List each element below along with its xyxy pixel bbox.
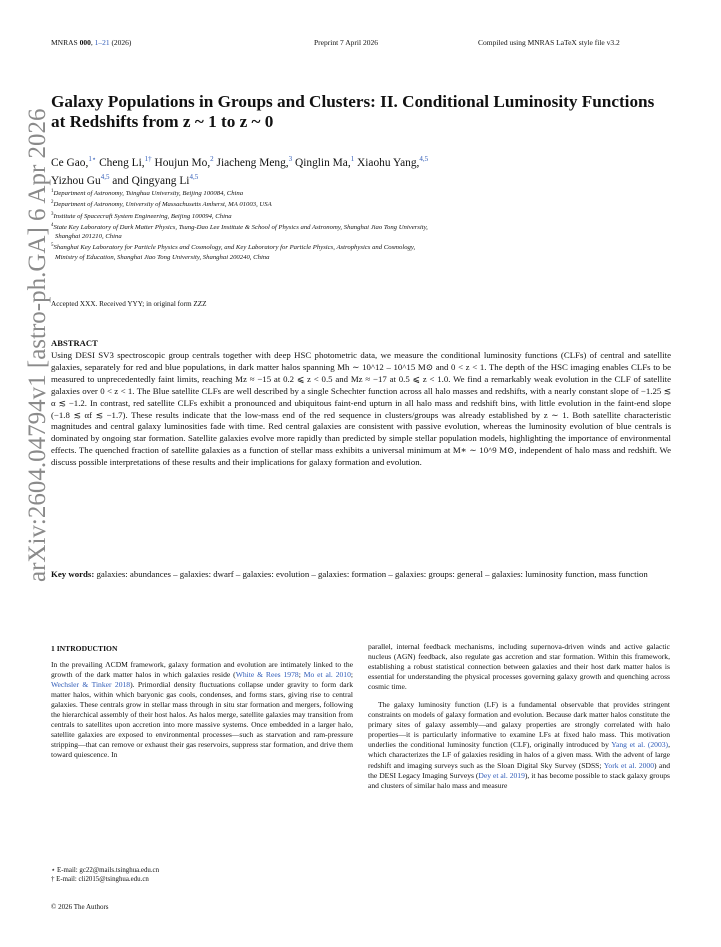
author: Xiaohu Yang, [354, 156, 420, 169]
affiliation: $^5$Shanghai Key Laboratory for Particle Physics and Cosmology, and Key Laboratory for Particle Physics, Astrophysics and Cosmology, [51, 243, 416, 252]
affiliation: Shanghai 201210, China [55, 233, 122, 241]
running-header-right: Compiled using MNRAS LaTeX style file v3.2 [478, 38, 620, 47]
running-header-center: Preprint 7 April 2026 [314, 38, 378, 47]
author: Houjun Mo, [151, 156, 211, 169]
author-affil-link[interactable]: 4,5 [189, 172, 199, 181]
author-affil-link[interactable]: 1† [144, 155, 152, 163]
abstract-text: Using DESI SV3 spectroscopic group centrals together with deep HSC photometric data, we measure the conditional luminosity functions (CLFs) of central and satellite galaxies, separately for red and blue populations, in dark matter halos spanning Mh ∼ 10^12 – 10^15 M⊙ and 0 < z < 1. The depth of the HSC imaging enables CLFs to be measured to unprecedentedly faint limits, reaching Mz ≈ −15 at 0.2 ⩽ z < 0.5 and Mz ≈ −17 at 0.5 ⩽ z < 1.0. We find a remarkably weak evolution in the CLF of satellite galaxies over 0 < z < 1. The Blue satellite CLFs are well described by a single Schechter function across all halo masses and redshifts, with a nearly constant slope of −1.25 ≲ α ≲ −1.2. In contrast, red satellite CLFs exhibit a pronounced and ubiquitous faint-end upturn in all halo mass and redshift bins, with little evolution in the faint-end slope (−1.8 ≲ αf ≲ −1.7). These results indicate that the low-mass end of the red sequence in clusters/groups was already established by z ∼ 1. Both satellite characteristic magnitudes and central galaxy luminosities fade with time. Red central galaxies are consistent with passive evolution, whereas the luminosity evolution of blue centrals is dominated by ongoing star formation. Satellite galaxies evolve more rapidly than predicted by simple stellar population models, highlighting the importance of environmental effects. The quenched fraction of satellite galaxies as a function of stellar mass exhibits a universal minimum at M∗ ∼ 10^9 M⊙, independent of halo mass and redshift. We discuss possible interpretations of these results and their implications for galaxy formation and evolution. [51, 350, 671, 468]
page-range-link[interactable]: 1–21 [94, 38, 110, 47]
author: Yizhou Gu [51, 174, 101, 187]
author-affil-link[interactable]: 2 [210, 155, 214, 163]
author-affil-link[interactable]: 1 [350, 155, 355, 163]
copyright: © 2026 The Authors [51, 903, 109, 911]
citation-link[interactable]: Yang et al. (2003) [611, 740, 669, 750]
section-heading: 1 INTRODUCTION [51, 644, 118, 653]
citation-link[interactable]: York et al. 2000 [603, 760, 655, 770]
affiliation: $^4$State Key Laboratory of Dark Matter Physics, Tsung-Dao Lee Institute & School of Physics and Astronomy, Shanghai Jiao Tong University, [51, 222, 428, 232]
affiliation: $^3$Institute of Spacecraft System Engineering, Beijing 100094, China [51, 211, 232, 220]
author-affil-link[interactable]: 4,5 [419, 155, 429, 163]
affiliation: $^1$Department of Astronomy, Tsinghua University, Beijing 100084, China [51, 189, 244, 198]
citation-link[interactable]: Dey et al. 2019 [478, 770, 525, 780]
author-affil-link[interactable]: 4,5 [100, 172, 110, 181]
affiliation: Ministry of Education, Shanghai Jiao Tong University, Shanghai 200240, China [55, 253, 270, 261]
paper-title: Galaxy Populations in Groups and Clusters: II. Conditional Luminosity Functions at Redshifts from z ~ 1 to z ~ 0 [51, 92, 655, 131]
keywords-label: Key words: [51, 569, 95, 579]
author-list [51, 152, 671, 188]
citation-link[interactable]: White & Rees 1978 [235, 670, 299, 680]
arxiv-id: arXiv:2604.04794v1 [astro-ph.GA] 6 Apr 2026 [24, 108, 51, 582]
running-header-left: MNRAS 000, 1–21 (2026) [51, 38, 132, 47]
body-column-left: In the prevailing ΛCDM framework, galaxy formation and evolution are intimately linked to the growth of the dark matter halos in which galaxies reside (White & Rees 1978; Mo et al. 2010; Wechsler & Tinker 2018). Primordial density fluctuations collapse under gravity to form dark matter halos, within which baryonic gas cools, condenses, and forms stars, giving rise to central galaxies. These centrals grow in stellar mass through in situ star formation and mergers, following the hierarchical assembly of their host halos. As halos merge, satellite galaxies may transition from centrals to satellites upon accretion into more massive systems. Once embedded in a larger halo, satellite galaxies are exposed to environmental processes—such as starvation and ram-pressure stripping—that can remove or exhaust their gas reservoirs, suppress star formation, and drive them toward quiescence. In [51, 660, 354, 760]
footnotes [51, 866, 159, 884]
citation-link[interactable]: Mo et al. 2010 [303, 670, 351, 680]
author-affil-link[interactable]: 1⋆ [88, 155, 97, 163]
paragraph: parallel, internal feedback mechanisms, including supernova-driven winds and active galactic nucleus (AGN) feedback, also regulate gas accretion and star formation. Within this framework, establishing a robust statistical connection between galaxies and their host dark matter halos is essential for understanding the physical processes governing galaxy growth and quenching across cosmic time. [368, 642, 670, 692]
keywords-list: galaxies: abundances – galaxies: dwarf – galaxies: evolution – galaxies: formation – galaxies: groups: general – galaxies: luminosity function, mass function [94, 569, 648, 579]
author: and Qingyang Li [109, 174, 190, 187]
author: Ce Gao, [51, 156, 89, 169]
citation-link[interactable]: Wechsler & Tinker 2018 [51, 680, 131, 690]
paragraph: The galaxy luminosity function (LF) is a fundamental observable that provides stringent constraints on models of galaxy formation and evolution. Because dark matter halos constitute the primary sites of galaxy assembly—and galaxy properties are strongly correlated with halo properties—it is particularly informative to examine LFs at fixed halo mass. This motivation underlies the conditional luminosity function (CLF), originally introduced by Yang et al. (2003), which characterizes the LF of galaxies residing in halos of a given mass. With the advent of large redshift and imaging surveys such as the Sloan Digital Sky Survey (SDSS; York et al. 2000) and the DESI Legacy Imaging Surveys (Dey et al. 2019), it has become possible to stack galaxy groups and clusters of similar halo mass and measure [368, 700, 670, 790]
author: Jiacheng Meng, [213, 156, 289, 169]
footnote-email: † E-mail: cli2015@tsinghua.edu.cn [51, 876, 149, 883]
body-column-right [368, 642, 670, 791]
abstract-heading: ABSTRACT [51, 338, 98, 348]
author: Qinglin Ma, [292, 156, 351, 169]
keywords [51, 569, 671, 581]
author-affil-link[interactable]: 3 [288, 155, 293, 163]
received-dates: Accepted XXX. Received YYY; in original form ZZZ [51, 300, 207, 308]
affiliation: $^2$Department of Astronomy, University of Massachusetts Amherst, MA 01003, USA [51, 200, 272, 209]
footnote-email: ⋆ E-mail: gc22@mails.tsinghua.edu.cn [51, 867, 160, 874]
author: Cheng Li, [96, 156, 145, 169]
affiliation-list [51, 187, 671, 262]
